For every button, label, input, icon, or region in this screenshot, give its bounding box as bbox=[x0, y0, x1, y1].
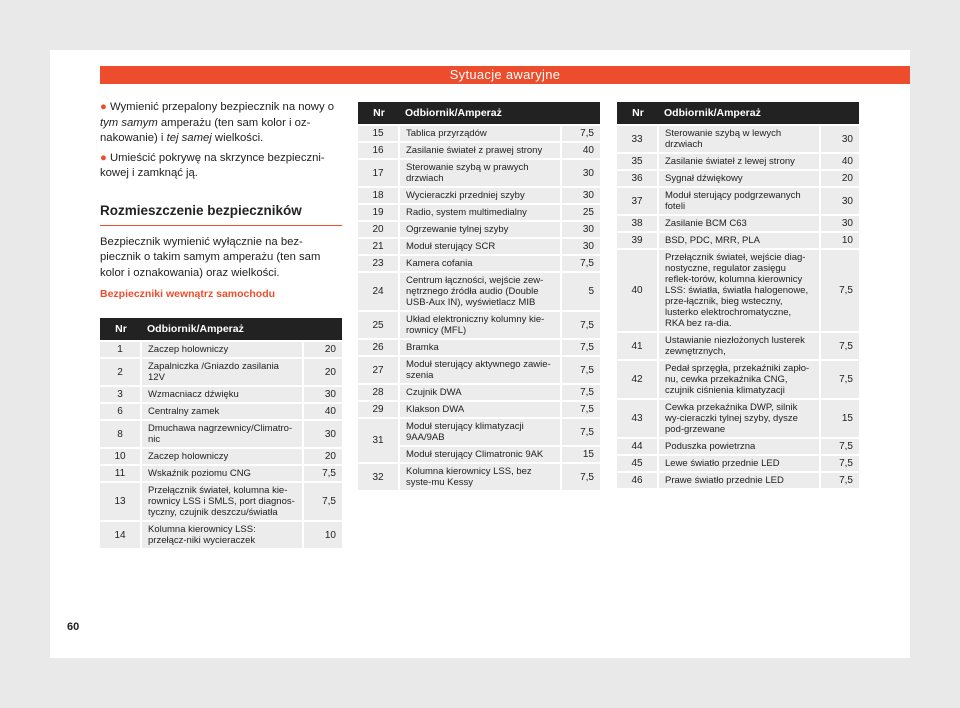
fuse-amperage: 7,5 bbox=[560, 385, 600, 400]
fuse-number: 8 bbox=[100, 421, 142, 447]
fuse-consumer: Dmuchawa nagrzewnicy/Climatro-nic bbox=[142, 421, 302, 447]
fuse-amperage: 10 bbox=[819, 233, 859, 248]
fuse-number: 10 bbox=[100, 449, 142, 464]
fuse-consumer: Poduszka powietrzna bbox=[659, 439, 819, 454]
fuse-amperage: 5 bbox=[560, 273, 600, 310]
left-column bbox=[100, 100, 342, 303]
fuse-number: 17 bbox=[358, 160, 400, 186]
table-row bbox=[358, 239, 600, 254]
fuse-consumer: Kamera cofania bbox=[400, 256, 560, 271]
fuse-amperage: 20 bbox=[302, 359, 342, 385]
fuse-amperage: 30 bbox=[819, 216, 859, 231]
fuse-consumer: BSD, PDC, MRR, PLA bbox=[659, 233, 819, 248]
table-row bbox=[358, 385, 600, 400]
fuse-number: 43 bbox=[617, 400, 659, 437]
header-nr: Nr bbox=[617, 102, 659, 124]
table-row bbox=[100, 449, 342, 464]
fuse-consumer: Centralny zamek bbox=[142, 404, 302, 419]
fuse-amperage: 40 bbox=[560, 143, 600, 158]
table-row bbox=[358, 340, 600, 355]
fuse-table-2 bbox=[358, 100, 600, 492]
fuse-consumer: Kolumna kierownicy LSS, bez syste-mu Kessy bbox=[400, 464, 560, 490]
fuse-amperage: 15 bbox=[560, 447, 600, 462]
subheading: Bezpieczniki wewnątrz samochodu bbox=[100, 288, 276, 300]
fuse-number: 41 bbox=[617, 333, 659, 359]
fuse-consumer: Bramka bbox=[400, 340, 560, 355]
fuse-number: 19 bbox=[358, 205, 400, 220]
table-row bbox=[358, 357, 600, 383]
fuse-consumer: Moduł sterujący SCR bbox=[400, 239, 560, 254]
fuse-amperage: 7,5 bbox=[819, 456, 859, 471]
fuse-amperage: 7,5 bbox=[819, 439, 859, 454]
fuse-consumer: Moduł sterujący aktywnego zawie-szenia bbox=[400, 357, 560, 383]
fuse-amperage: 30 bbox=[819, 188, 859, 214]
fuse-table-3 bbox=[617, 100, 859, 490]
table-row bbox=[617, 400, 859, 437]
fuse-number: 26 bbox=[358, 340, 400, 355]
table-row bbox=[100, 483, 342, 520]
fuse-number: 33 bbox=[617, 126, 659, 152]
header-name: Odbiornik/Amperaż bbox=[400, 102, 600, 124]
fuse-consumer: Zapalniczka /Gniazdo zasilania 12V bbox=[142, 359, 302, 385]
fuse-amperage: 7,5 bbox=[560, 419, 600, 445]
fuse-amperage: 25 bbox=[560, 205, 600, 220]
table-row bbox=[358, 273, 600, 310]
fuse-number: 28 bbox=[358, 385, 400, 400]
fuse-consumer: Przełącznik świateł, wejście diag-nostyczne, regulator zasięgu reflek-torów, kolumna kierownicy LSS: światła, światła halogenowe, prze-łącznik, bieg wsteczny, lusterko elektrochromatyczne, RKA bez ra-dia. bbox=[659, 250, 819, 331]
fuse-number: 25 bbox=[358, 312, 400, 338]
fuse-amperage: 10 bbox=[302, 522, 342, 548]
fuse-number: 35 bbox=[617, 154, 659, 169]
table-row bbox=[617, 154, 859, 169]
fuse-consumer: Pedał sprzęgła, przekaźniki zapło-nu, cewka przekaźnika CNG, czujnik ciśnienia klimatyzacji bbox=[659, 361, 819, 398]
fuse-number: 44 bbox=[617, 439, 659, 454]
fuse-number: 46 bbox=[617, 473, 659, 488]
fuse-number: 24 bbox=[358, 273, 400, 310]
header-nr: Nr bbox=[358, 102, 400, 124]
fuse-amperage: 7,5 bbox=[560, 464, 600, 490]
fuse-consumer: Lewe światło przednie LED bbox=[659, 456, 819, 471]
fuse-amperage: 30 bbox=[302, 421, 342, 447]
page-header: Sytuacje awaryjne bbox=[100, 66, 910, 84]
fuse-number: 15 bbox=[358, 126, 400, 141]
table-row bbox=[358, 256, 600, 271]
table-row bbox=[617, 439, 859, 454]
fuse-consumer: Zasilanie BCM C63 bbox=[659, 216, 819, 231]
manual-page bbox=[50, 50, 910, 658]
fuse-amperage: 30 bbox=[560, 222, 600, 237]
table-row bbox=[617, 361, 859, 398]
table-row bbox=[100, 404, 342, 419]
table-row bbox=[358, 205, 600, 220]
fuse-amperage: 7,5 bbox=[819, 473, 859, 488]
table-row bbox=[358, 160, 600, 186]
fuse-number: 45 bbox=[617, 456, 659, 471]
table-row bbox=[358, 126, 600, 141]
fuse-amperage: 7,5 bbox=[560, 357, 600, 383]
table-row bbox=[617, 250, 859, 331]
fuse-table-1 bbox=[100, 316, 342, 550]
fuse-amperage: 15 bbox=[819, 400, 859, 437]
table-row bbox=[617, 473, 859, 488]
fuse-consumer: Zasilanie świateł z lewej strony bbox=[659, 154, 819, 169]
table-row bbox=[358, 143, 600, 158]
table-row bbox=[617, 126, 859, 152]
section-title: Rozmieszczenie bezpieczników bbox=[100, 202, 342, 226]
fuse-number: 40 bbox=[617, 250, 659, 331]
bullet-dot-icon: ● bbox=[100, 101, 107, 113]
table-row bbox=[617, 456, 859, 471]
fuse-number: 32 bbox=[358, 464, 400, 490]
table-row bbox=[358, 464, 600, 490]
table-row bbox=[358, 419, 600, 445]
fuse-consumer: Sterowanie szybą w lewych drzwiach bbox=[659, 126, 819, 152]
table-row bbox=[617, 188, 859, 214]
table-row bbox=[617, 171, 859, 186]
fuse-number: 20 bbox=[358, 222, 400, 237]
fuse-amperage: 7,5 bbox=[560, 312, 600, 338]
fuse-amperage: 7,5 bbox=[819, 361, 859, 398]
table-row bbox=[358, 188, 600, 203]
fuse-consumer: Moduł sterujący Climatronic 9AK bbox=[400, 447, 560, 462]
table-row bbox=[617, 216, 859, 231]
table-row bbox=[358, 222, 600, 237]
fuse-consumer: Centrum łączności, wejście zew-nętrznego źródła audio (Double USB-Aux IN), wyświetlacz MIB bbox=[400, 273, 560, 310]
page-number: 60 bbox=[67, 621, 80, 633]
fuse-number: 31 bbox=[358, 419, 400, 462]
fuse-consumer: Wycieraczki przedniej szyby bbox=[400, 188, 560, 203]
fuse-amperage: 7,5 bbox=[302, 483, 342, 520]
table-row bbox=[100, 466, 342, 481]
fuse-number: 39 bbox=[617, 233, 659, 248]
fuse-amperage: 20 bbox=[302, 449, 342, 464]
fuse-consumer: Ogrzewanie tylnej szyby bbox=[400, 222, 560, 237]
fuse-consumer: Zaczep holowniczy bbox=[142, 342, 302, 357]
fuse-amperage: 30 bbox=[560, 239, 600, 254]
header-name: Odbiornik/Amperaż bbox=[142, 318, 342, 340]
fuse-consumer: Sterowanie szybą w prawych drzwiach bbox=[400, 160, 560, 186]
fuse-consumer: Tablica przyrządów bbox=[400, 126, 560, 141]
fuse-number: 36 bbox=[617, 171, 659, 186]
fuse-consumer: Kolumna kierownicy LSS: przełącz-niki wycieraczek bbox=[142, 522, 302, 548]
fuse-consumer: Przełącznik świateł, kolumna kie-rownicy LSS i SMLS, port diagnos-tyczny, czujnik deszczu/światła bbox=[142, 483, 302, 520]
fuse-consumer: Cewka przekaźnika DWP, silnik wy-cieraczki tylnej szyby, dysze pod-grzewane bbox=[659, 400, 819, 437]
fuse-amperage: 7,5 bbox=[819, 333, 859, 359]
fuse-consumer: Wzmacniacz dźwięku bbox=[142, 387, 302, 402]
fuse-amperage: 30 bbox=[560, 160, 600, 186]
fuse-consumer: Radio, system multimedialny bbox=[400, 205, 560, 220]
header-nr: Nr bbox=[100, 318, 142, 340]
fuse-consumer: Moduł sterujący klimatyzacji 9AA/9AB bbox=[400, 419, 560, 445]
fuse-consumer: Układ elektroniczny kolumny kie-rownicy (MFL) bbox=[400, 312, 560, 338]
fuse-number: 2 bbox=[100, 359, 142, 385]
fuse-number: 37 bbox=[617, 188, 659, 214]
fuse-amperage: 7,5 bbox=[560, 256, 600, 271]
fuse-consumer: Zasilanie świateł z prawej strony bbox=[400, 143, 560, 158]
fuse-consumer: Sygnał dźwiękowy bbox=[659, 171, 819, 186]
fuse-number: 6 bbox=[100, 404, 142, 419]
fuse-consumer: Klakson DWA bbox=[400, 402, 560, 417]
fuse-amperage: 20 bbox=[302, 342, 342, 357]
fuse-amperage: 30 bbox=[560, 188, 600, 203]
fuse-number: 11 bbox=[100, 466, 142, 481]
table-row bbox=[358, 402, 600, 417]
fuse-amperage: 7,5 bbox=[560, 126, 600, 141]
table-row bbox=[100, 359, 342, 385]
fuse-consumer: Prawe światło przednie LED bbox=[659, 473, 819, 488]
table-row bbox=[100, 522, 342, 548]
table-row bbox=[100, 342, 342, 357]
fuse-consumer: Czujnik DWA bbox=[400, 385, 560, 400]
bullet-dot-icon: ● bbox=[100, 151, 107, 164]
fuse-amperage: 7,5 bbox=[560, 402, 600, 417]
fuse-number: 38 bbox=[617, 216, 659, 231]
table-row bbox=[617, 233, 859, 248]
fuse-number: 1 bbox=[100, 342, 142, 357]
fuse-amperage: 7,5 bbox=[819, 250, 859, 331]
bullet-replace-fuse: ● Wymienić przepalony bezpiecznik na nowy o tym samym amperażu (ten sam kolor i oz-nakowanie) i tej samej wielkości. bbox=[100, 101, 335, 144]
fuse-number: 18 bbox=[358, 188, 400, 203]
table-row bbox=[358, 312, 600, 338]
table-row bbox=[100, 421, 342, 447]
bullet-close-cover: ● Umieścić pokrywę na skrzynce bezpieczni-kowej i zamknąć ją. bbox=[100, 151, 325, 179]
fuse-number: 3 bbox=[100, 387, 142, 402]
fuse-amperage: 30 bbox=[819, 126, 859, 152]
fuse-amperage: 40 bbox=[819, 154, 859, 169]
table-row bbox=[617, 333, 859, 359]
fuse-consumer: Zaczep holowniczy bbox=[142, 449, 302, 464]
fuse-number: 29 bbox=[358, 402, 400, 417]
fuse-amperage: 7,5 bbox=[302, 466, 342, 481]
fuse-amperage: 7,5 bbox=[560, 340, 600, 355]
fuse-number: 23 bbox=[358, 256, 400, 271]
fuse-amperage: 20 bbox=[819, 171, 859, 186]
fuse-consumer: Ustawianie niezłożonych lusterek zewnętrznych, bbox=[659, 333, 819, 359]
fuse-number: 27 bbox=[358, 357, 400, 383]
fuse-number: 42 bbox=[617, 361, 659, 398]
fuse-number: 16 bbox=[358, 143, 400, 158]
fuse-consumer: Moduł sterujący podgrzewanych foteli bbox=[659, 188, 819, 214]
fuse-number: 13 bbox=[100, 483, 142, 520]
table-row bbox=[100, 387, 342, 402]
fuse-amperage: 30 bbox=[302, 387, 342, 402]
fuse-number: 14 bbox=[100, 522, 142, 548]
header-name: Odbiornik/Amperaż bbox=[659, 102, 859, 124]
fuse-amperage: 40 bbox=[302, 404, 342, 419]
section-paragraph: Bezpiecznik wymienić wyłącznie na bez-piecznik o takim samym amperażu (ten sam kolor i oznakowania) oraz wielkości. bbox=[100, 235, 321, 279]
fuse-number: 21 bbox=[358, 239, 400, 254]
fuse-consumer: Wskaźnik poziomu CNG bbox=[142, 466, 302, 481]
